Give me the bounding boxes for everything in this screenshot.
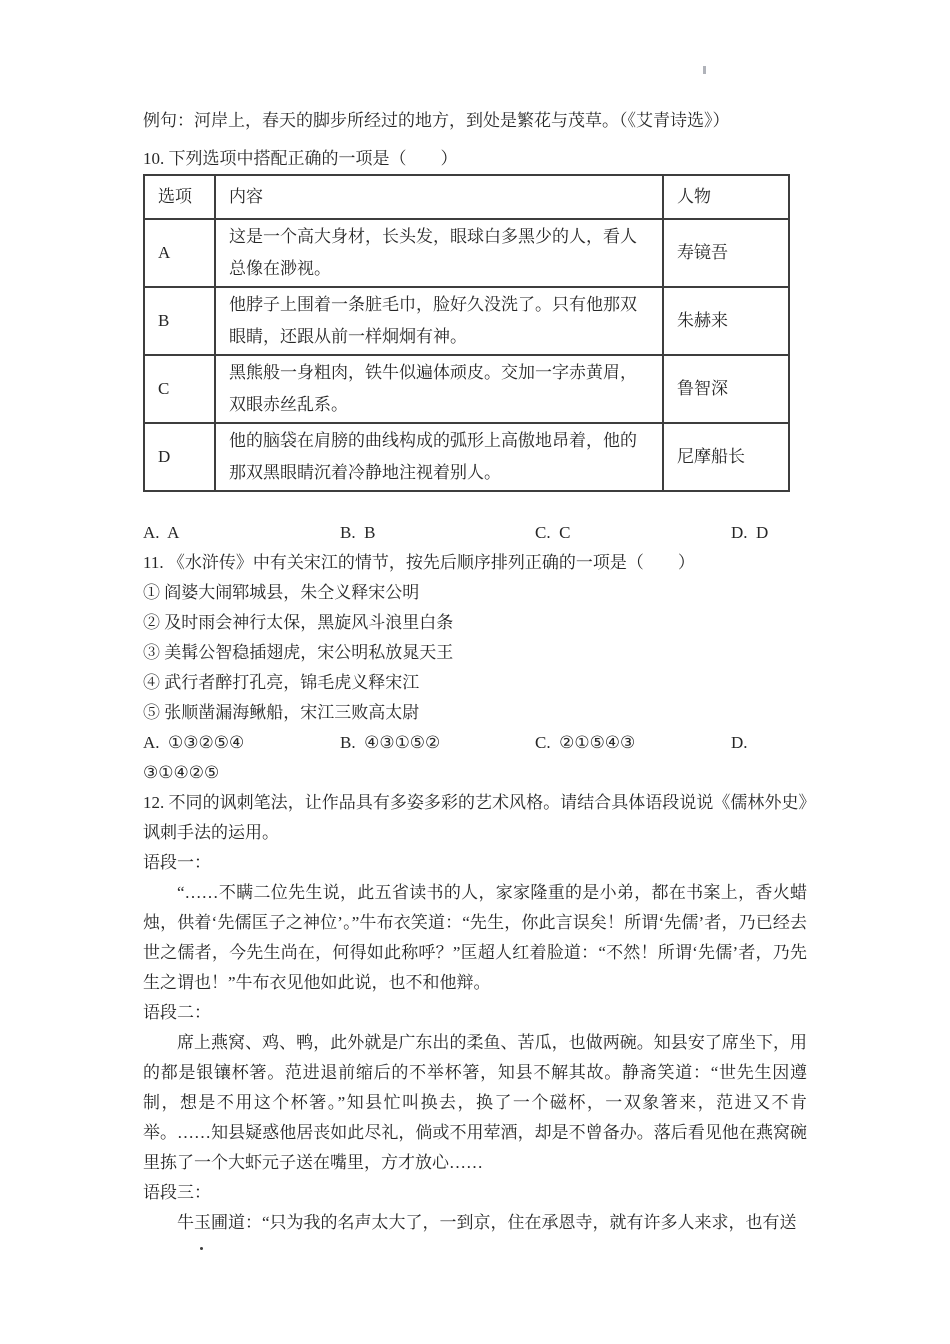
table-cell-person-d: 尼摩船长 — [663, 423, 789, 491]
table-row — [144, 219, 789, 287]
scan-artifact-top — [703, 66, 706, 74]
table-row — [144, 423, 789, 491]
passage-1-label: 语段一： — [143, 853, 211, 872]
question-12-stem: 12. 不同的讽刺笔法，让作品具有多姿多彩的艺术风格。请结合具体语段说说《儒林外史》讽刺手法的运用。 — [143, 793, 807, 842]
table-cell-content-b: 他脖子上围着一条脏毛巾，脸好久没洗了。只有他那双眼睛，还跟从前一样炯炯有神。 — [215, 287, 663, 355]
q11-item-5: ⑤ 张顺凿漏海鳅船，宋江三败高太尉 — [143, 703, 420, 722]
passage-1-text: “……不瞒二位先生说，此五省读书的人，家家隆重的是小弟，都在书案上，香火蜡烛，供着‘先儒匡子之神位’。”牛布衣笑道：“先生，你此言误矣！所谓‘先儒’者，乃已经去世之儒者，今先生尚在，何得如此称呼？”匡超人红着脸道：“不然！所谓‘先儒’者，乃先生之谓也！”牛布衣见他如此说，也不和他辩。 — [143, 883, 807, 992]
q11-option-d: D. — [731, 733, 748, 752]
table-cell-person-b: 朱赫来 — [663, 287, 789, 355]
table-cell-option-a: A — [144, 219, 215, 287]
q10-option-b: B. B — [340, 523, 376, 542]
scan-artifact-bottom — [200, 1247, 203, 1250]
table-cell-person-a: 寿镜吾 — [663, 219, 789, 287]
passage-2-label: 语段二： — [143, 1003, 211, 1022]
q11-option-b: B. ④③①⑤② — [340, 733, 441, 752]
q11-option-d-wrap: ③①④②⑤ — [143, 763, 220, 782]
q11-item-1: ① 阎婆大闹郓城县，朱仝义释宋公明 — [143, 583, 420, 602]
question-10-table — [143, 174, 790, 492]
q10-option-a: A. A — [143, 523, 180, 542]
table-header-row — [144, 175, 789, 219]
table-cell-option-d: D — [144, 423, 215, 491]
q11-option-a: A. ①③②⑤④ — [143, 733, 245, 752]
passage-3-label: 语段三： — [143, 1183, 211, 1202]
table-row — [144, 287, 789, 355]
question-11-stem: 11. 《水浒传》中有关宋江的情节，按先后顺序排列正确的一项是（ ） — [143, 553, 695, 572]
question-10-stem: 10. 下列选项中搭配正确的一项是（ ） — [143, 149, 458, 168]
table-cell-content-c: 黑熊般一身粗肉，铁牛似遍体顽皮。交加一字赤黄眉，双眼赤丝乱系。 — [215, 355, 663, 423]
table-cell-option-c: C — [144, 355, 215, 423]
question-10-options — [143, 518, 807, 548]
table-header-content: 内容 — [215, 175, 663, 219]
passage-2-text: 席上燕窝、鸡、鸭，此外就是广东出的柔鱼、苦瓜，也做两碗。知县安了席坐下，用的都是银镶杯箸。范进退前缩后的不举杯箸，知县不解其故。静斋笑道：“世先生因遵制，想是不用这个杯箸。”知县忙叫换去，换了一个磁杯，一双象箸来，范进又不肯举。……知县疑惑他居丧如此尽礼，倘或不用荤酒，却是不曾备办。落后看见他在燕窝碗里拣了一个大虾元子送在嘴里，方才放心…… — [143, 1033, 807, 1172]
passage-3-text: 牛玉圃道：“只为我的名声太大了，一到京，住在承恩寺，就有许多人来求，也有送 — [177, 1213, 797, 1232]
table-cell-option-b: B — [144, 287, 215, 355]
q11-item-2: ② 及时雨会神行太保，黑旋风斗浪里白条 — [143, 613, 454, 632]
table-cell-content-d: 他的脑袋在肩膀的曲线构成的弧形上高傲地昂着，他的那双黑眼睛沉着冷静地注视着别人。 — [215, 423, 663, 491]
q11-item-4: ④ 武行者醉打孔亮，锦毛虎义释宋江 — [143, 673, 420, 692]
question-11-options — [143, 728, 807, 758]
q11-item-3: ③ 美髯公智稳插翅虎，宋公明私放晁天王 — [143, 643, 454, 662]
table-cell-content-a: 这是一个高大身材，长头发，眼球白多黑少的人，看人总像在渺视。 — [215, 219, 663, 287]
example-sentence: 例句：河岸上，春天的脚步所经过的地方，到处是繁花与茂草。（《艾青诗选》） — [143, 111, 730, 130]
table-header-option: 选项 — [144, 175, 215, 219]
page-content — [143, 106, 807, 1238]
table-header-person: 人物 — [663, 175, 789, 219]
q10-option-c: C. C — [535, 523, 571, 542]
q11-option-c: C. ②①⑤④③ — [535, 733, 636, 752]
q10-option-d: D. D — [731, 523, 769, 542]
table-cell-person-c: 鲁智深 — [663, 355, 789, 423]
table-row — [144, 355, 789, 423]
